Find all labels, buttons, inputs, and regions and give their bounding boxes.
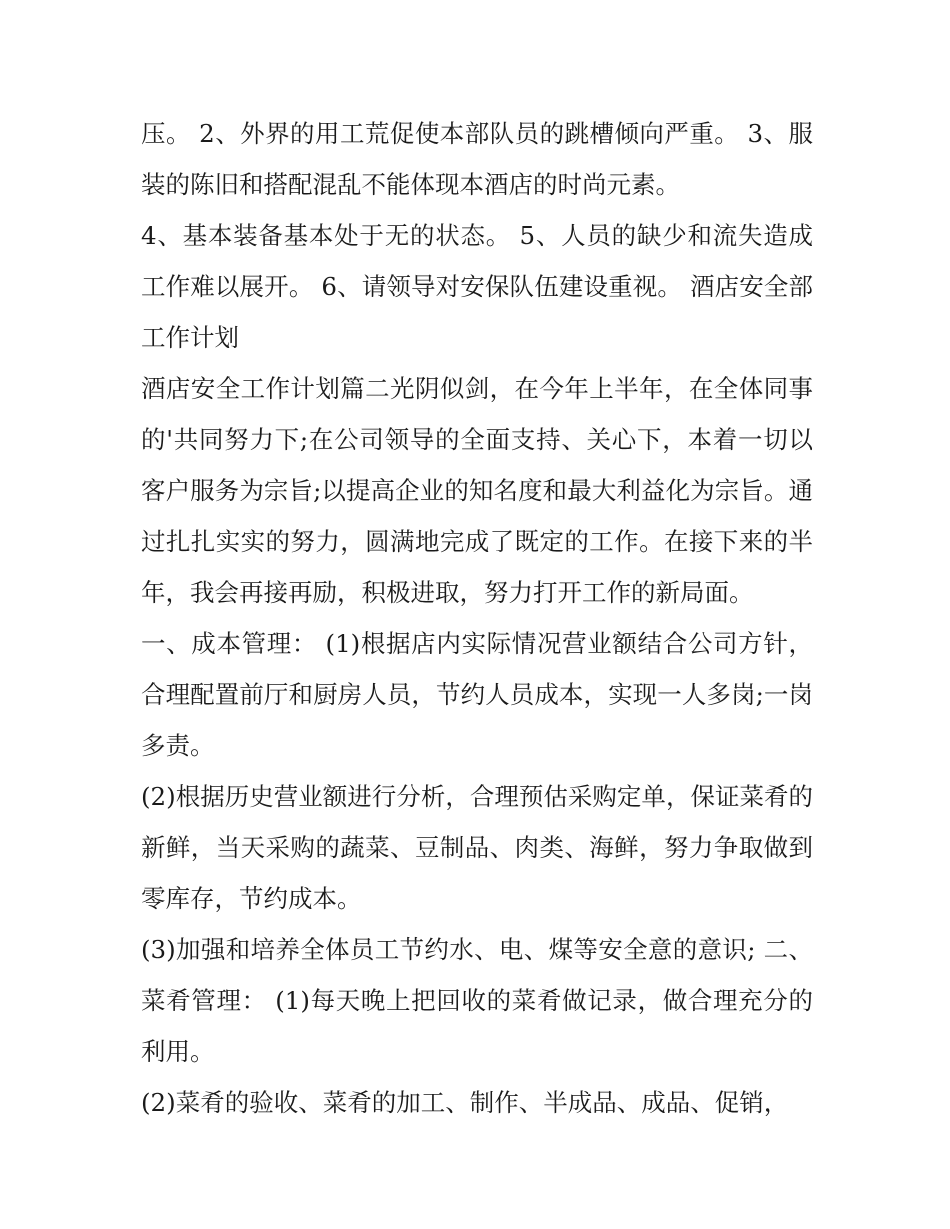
paragraph-1: 压。 2、外界的用工荒促使本部队员的跳槽倾向严重。 3、服装的陈旧和搭配混乱不能体现本酒店的时尚元素。: [141, 119, 813, 199]
paragraph-2: 4、基本装备基本处于无的状态。 5、人员的缺少和流失造成工作难以展开。 6、请领导对安保队伍建设重视。 酒店安全部工作计划: [141, 221, 813, 352]
paragraph-7: (2)菜肴的验收、菜肴的加工、制作、半成品、成品、促销，: [141, 1088, 789, 1117]
document-body: [141, 108, 813, 1128]
paragraph-6: (3)加强和培养全体员工节约水、电、煤等安全意的意识; 二、菜肴管理： (1)每天晚上把回收的菜肴做记录，做合理充分的利用。: [141, 935, 813, 1066]
paragraph-3: 酒店安全工作计划篇二光阴似剑，在今年上半年，在全体同事的'共同努力下;在公司领导的全面支持、关心下，本着一切以客户服务为宗旨;以提高企业的知名度和最大利益化为宗旨。通过扎扎实实的努力，圆满地完成了既定的工作。在接下来的半年，我会再接再励，积极进取，努力打开工作的新局面。: [141, 374, 813, 607]
paragraph-5: (2)根据历史营业额进行分析，合理预估采购定单，保证菜肴的新鲜，当天采购的蔬菜、豆制品、肉类、海鲜，努力争取做到零库存，节约成本。: [141, 782, 813, 913]
paragraph-4: 一、成本管理： (1)根据店内实际情况营业额结合公司方针，合理配置前厅和厨房人员，节约人员成本，实现一人多岗;一岗多责。: [141, 629, 813, 760]
